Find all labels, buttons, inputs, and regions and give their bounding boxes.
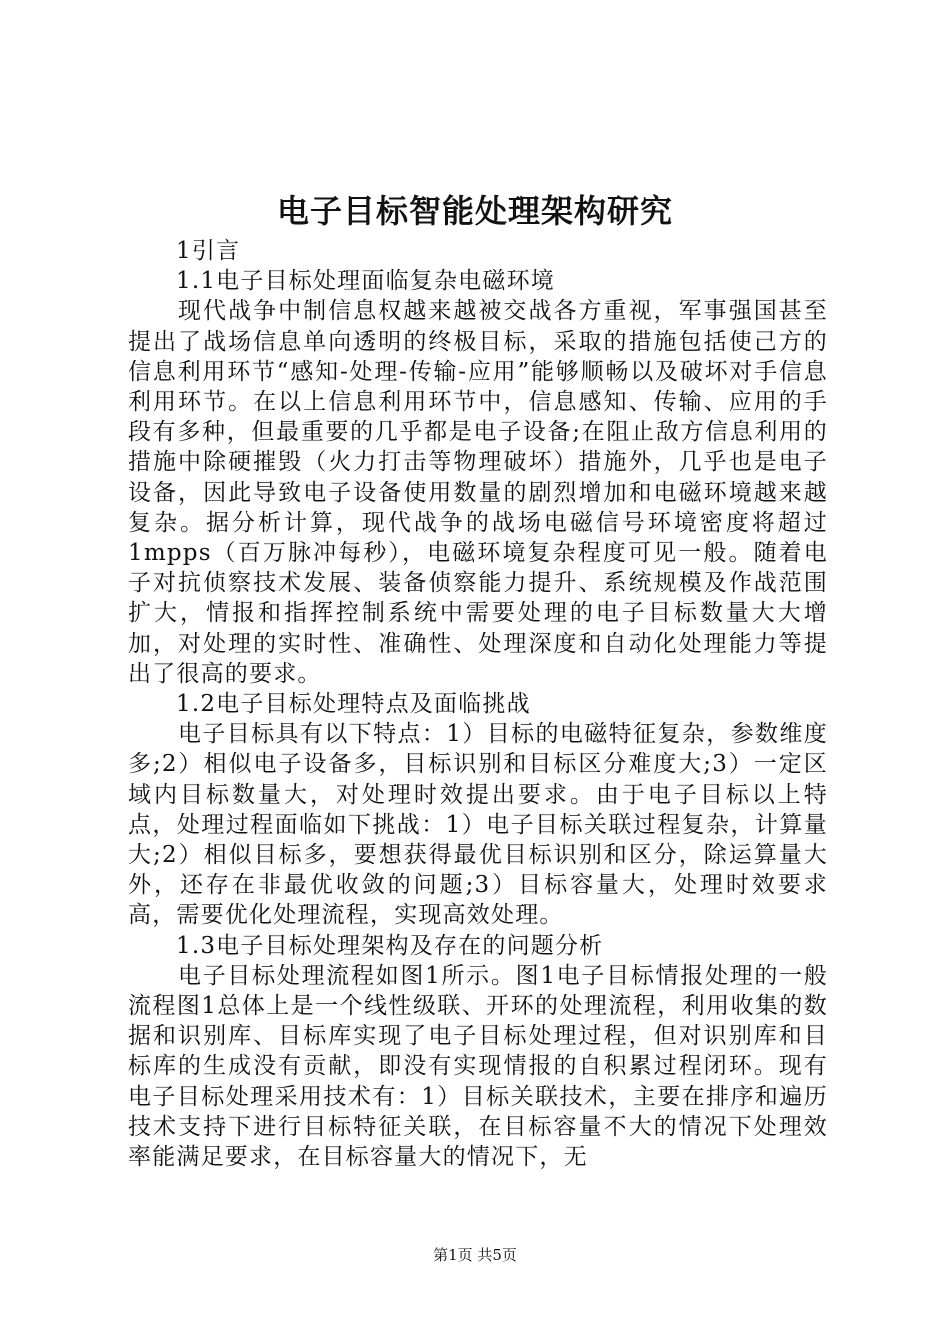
section-heading: 1.1电子目标处理面临复杂电磁环境: [176, 268, 555, 295]
section-heading: 1引言: [176, 238, 241, 264]
page-footer: 第1页 共5页: [433, 1246, 517, 1264]
document-title: 电子目标智能处理架构研究: [276, 192, 673, 230]
section-heading: 1.2电子目标处理特点及面临挑战: [176, 691, 531, 718]
document-body: [128, 236, 828, 1172]
body-paragraph: 电子目标处理流程如图1所示。图1电子目标情报处理的一般流程图1总体上是一个线性级联、开环的处理流程，利用收集的数据和识别库、目标库实现了电子目标处理过程，但对识别库和目标库的生成没有贡献，即没有实现情报的自积累过程闭环。现有电子目标处理采用技术有：1）目标关联技术，主要在排序和遍历技术支持下进行目标特征关联，在目标容量不大的情况下处理效率能满足要求，在目标容量大的情况下，无: [128, 962, 828, 1171]
body-paragraph: 电子目标具有以下特点：1）目标的电磁特征复杂，参数维度多;2）相似电子设备多，目标识别和目标区分难度大;3）一定区域内目标数量大，对处理时效提出要求。由于电子目标以上特点，处理过程面临如下挑战：1）电子目标关联过程复杂，计算量大;2）相似目标多，要想获得最优目标识别和区分，除运算量大外，还存在非最优收敛的问题;3）目标容量大，处理时效要求高，需要优化处理流程，实现高效处理。: [128, 721, 828, 929]
section-heading: 1.3电子目标处理架构及存在的问题分析: [176, 932, 604, 959]
body-paragraph: 现代战争中制信息权越来越被交战各方重视，军事强国甚至提出了战场信息单向透明的终极目标，采取的措施包括使己方的信息利用环节“感知-处理-传输-应用”能够顺畅以及破坏对手信息利用环节。在以上信息利用环节中，信息感知、传输、应用的手段有多种，但最重要的几乎都是电子设备;在阻止敌方信息利用的措施中除硬摧毁（火力打击等物理破坏）措施外，几乎也是电子设备，因此导致电子设备使用数量的剧烈增加和电磁环境越来越复杂。据分析计算，现代战争的战场电磁信号环境密度将超过1mpps（百万脉冲每秒），电磁环境复杂程度可见一般。随着电子对抗侦察技术发展、装备侦察能力提升、系统规模及作战范围扩大，情报和指挥控制系统中需要处理的电子目标数量大大增加，对处理的实时性、准确性、处理深度和自动化处理能力等提出了很高的要求。: [128, 298, 828, 687]
